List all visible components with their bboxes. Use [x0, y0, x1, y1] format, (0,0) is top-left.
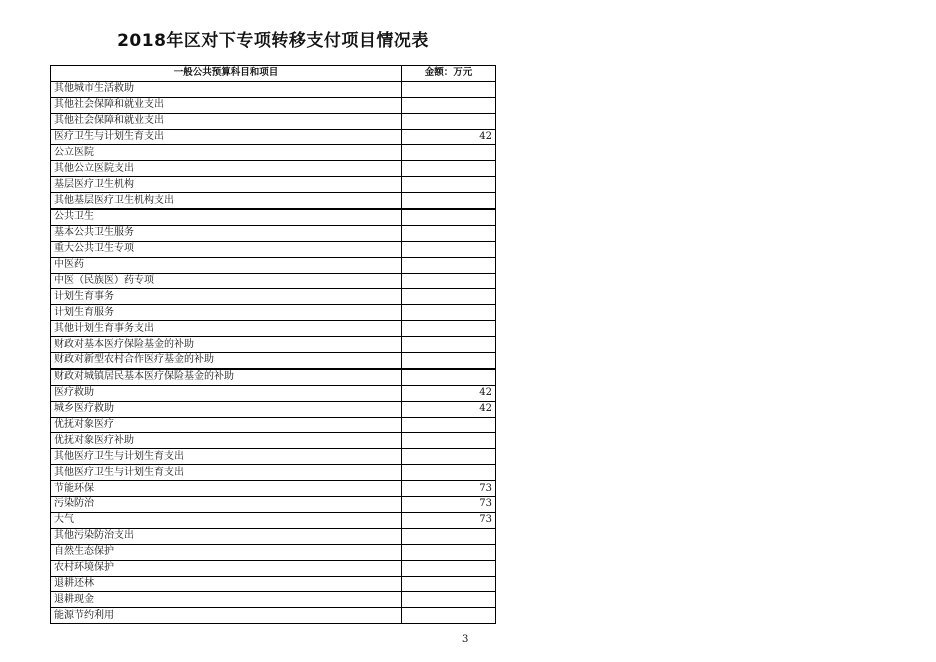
table-row	[51, 512, 496, 528]
row-label: 自然生态保护	[51, 544, 402, 560]
row-amount: 73	[402, 481, 496, 497]
table-row	[51, 528, 496, 544]
table-row	[51, 576, 496, 592]
row-amount	[402, 81, 496, 97]
row-amount	[402, 449, 496, 465]
row-amount	[402, 560, 496, 576]
table-row	[51, 97, 496, 113]
table-row	[51, 449, 496, 465]
row-label: 节能环保	[51, 481, 402, 497]
row-label: 其他社会保障和就业支出	[51, 113, 402, 129]
row-amount	[402, 608, 496, 624]
row-label: 其他污染防治支出	[51, 528, 402, 544]
row-amount	[402, 241, 496, 257]
row-amount: 42	[402, 401, 496, 417]
table-row	[51, 337, 496, 353]
row-label: 污染防治	[51, 497, 402, 513]
row-label: 财政对城镇居民基本医疗保险基金的补助	[51, 369, 402, 385]
row-label: 医疗救助	[51, 385, 402, 401]
row-label: 退耕现金	[51, 592, 402, 608]
row-amount	[402, 113, 496, 129]
row-amount	[402, 257, 496, 273]
table-row	[51, 321, 496, 337]
table-row	[51, 241, 496, 257]
table-row	[51, 177, 496, 193]
row-amount	[402, 353, 496, 369]
table-row	[51, 225, 496, 241]
table-header-row	[51, 66, 496, 82]
row-label: 能源节约利用	[51, 608, 402, 624]
row-label: 其他公立医院支出	[51, 161, 402, 177]
row-label: 公立医院	[51, 145, 402, 161]
row-amount: 73	[402, 512, 496, 528]
table-row	[51, 113, 496, 129]
row-amount	[402, 369, 496, 385]
table-row	[51, 273, 496, 289]
row-amount	[402, 592, 496, 608]
row-amount	[402, 145, 496, 161]
budget-table	[50, 65, 496, 624]
table-row	[51, 401, 496, 417]
page-title: 2018年区对下专项转移支付项目情况表	[117, 31, 429, 51]
table-row	[51, 193, 496, 209]
row-label: 计划生育事务	[51, 289, 402, 305]
row-label: 公共卫生	[51, 209, 402, 225]
table-row	[51, 209, 496, 225]
table-row	[51, 289, 496, 305]
row-label: 优抚对象医疗补助	[51, 433, 402, 449]
row-label: 其他城市生活救助	[51, 81, 402, 97]
table-row	[51, 592, 496, 608]
row-label: 其他基层医疗卫生机构支出	[51, 193, 402, 209]
table-row	[51, 81, 496, 97]
row-label: 基本公共卫生服务	[51, 225, 402, 241]
row-amount	[402, 528, 496, 544]
row-amount	[402, 417, 496, 433]
row-label: 退耕还林	[51, 576, 402, 592]
row-label: 其他医疗卫生与计划生育支出	[51, 465, 402, 481]
row-amount: 42	[402, 385, 496, 401]
table-row	[51, 497, 496, 513]
table-row	[51, 145, 496, 161]
row-amount	[402, 465, 496, 481]
row-amount: 42	[402, 129, 496, 145]
row-label: 医疗卫生与计划生育支出	[51, 129, 402, 145]
row-amount	[402, 433, 496, 449]
row-amount	[402, 305, 496, 321]
table-row	[51, 129, 496, 145]
row-label: 优抚对象医疗	[51, 417, 402, 433]
table-row	[51, 417, 496, 433]
row-label: 其他计划生育事务支出	[51, 321, 402, 337]
table-row	[51, 608, 496, 624]
row-label: 财政对基本医疗保险基金的补助	[51, 337, 402, 353]
row-label: 农村环境保护	[51, 560, 402, 576]
table-row	[51, 305, 496, 321]
table-row	[51, 257, 496, 273]
header-amount: 金额：万元	[402, 66, 496, 82]
row-amount	[402, 273, 496, 289]
table-row	[51, 465, 496, 481]
row-label: 基层医疗卫生机构	[51, 177, 402, 193]
header-category: 一般公共预算科目和项目	[51, 66, 402, 82]
row-label: 其他社会保障和就业支出	[51, 97, 402, 113]
row-label: 中医药	[51, 257, 402, 273]
table-row	[51, 369, 496, 385]
row-amount	[402, 209, 496, 225]
table-row	[51, 433, 496, 449]
table-row	[51, 560, 496, 576]
row-label: 财政对新型农村合作医疗基金的补助	[51, 353, 402, 369]
row-label: 大气	[51, 512, 402, 528]
row-label: 计划生育服务	[51, 305, 402, 321]
row-amount	[402, 544, 496, 560]
row-label: 重大公共卫生专项	[51, 241, 402, 257]
row-amount: 73	[402, 497, 496, 513]
row-label: 中医（民族医）药专项	[51, 273, 402, 289]
table-row	[51, 161, 496, 177]
row-amount	[402, 337, 496, 353]
row-amount	[402, 576, 496, 592]
row-amount	[402, 177, 496, 193]
row-label: 城乡医疗救助	[51, 401, 402, 417]
page-number: 3	[462, 634, 469, 645]
row-amount	[402, 97, 496, 113]
table-row	[51, 544, 496, 560]
row-label: 其他医疗卫生与计划生育支出	[51, 449, 402, 465]
row-amount	[402, 321, 496, 337]
row-amount	[402, 161, 496, 177]
table-row	[51, 385, 496, 401]
table-row	[51, 481, 496, 497]
row-amount	[402, 225, 496, 241]
row-amount	[402, 289, 496, 305]
row-amount	[402, 193, 496, 209]
table-row	[51, 353, 496, 369]
